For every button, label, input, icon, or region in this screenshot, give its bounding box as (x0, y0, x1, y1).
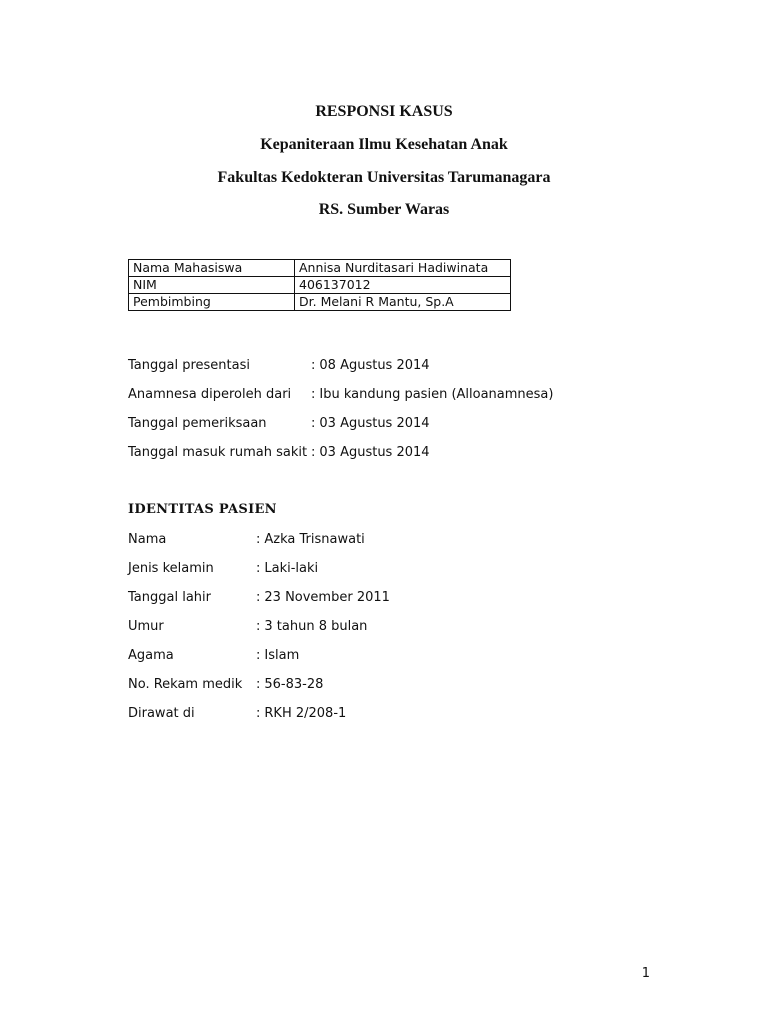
colon: : (256, 706, 261, 721)
colon: : (311, 416, 316, 431)
student-name-label: Nama Mahasiswa (129, 260, 295, 277)
ward-row (128, 705, 347, 723)
nim-label: NIM (129, 277, 295, 294)
field-value-wrap (311, 386, 553, 404)
page-number: 1 (641, 966, 650, 981)
field-value: Azka Trisnawati (264, 532, 365, 547)
gender-row (128, 560, 319, 578)
field-label: Tanggal pemeriksaan (128, 416, 267, 431)
field-value: 03 Agustus 2014 (319, 416, 430, 431)
field-value-wrap (256, 531, 365, 549)
colon: : (256, 648, 261, 663)
field-label: Anamnesa diperoleh dari (128, 387, 292, 402)
faculty-title: Fakultas Kedokteran Universitas Tarumanagara (217, 169, 551, 186)
nim-value: 406137012 (295, 277, 511, 294)
colon: : (256, 561, 261, 576)
patient-identity-heading: IDENTITAS PASIEN (128, 502, 277, 517)
presentation-date-row (128, 357, 430, 375)
religion-row (128, 647, 300, 665)
field-label: Tanggal lahir (128, 590, 211, 605)
table-row (129, 260, 511, 277)
field-label: Agama (128, 648, 174, 663)
student-info-table (128, 259, 511, 311)
student-name-value: Annisa Nurditasari Hadiwinata (295, 260, 511, 277)
table-row (129, 277, 511, 294)
field-value: 3 tahun 8 bulan (264, 619, 368, 634)
anamnesis-source-row (128, 386, 554, 404)
field-value: 56-83-28 (264, 677, 324, 692)
field-value: 03 Agustus 2014 (319, 445, 430, 460)
field-value-wrap (311, 415, 430, 433)
field-value: RKH 2/208-1 (264, 706, 347, 721)
birth-date-row (128, 589, 390, 607)
field-value: Ibu kandung pasien (Alloanamnesa) (319, 387, 554, 402)
field-label: Jenis kelamin (128, 561, 214, 576)
field-value-wrap (256, 705, 346, 723)
colon: : (256, 677, 261, 692)
field-value: Islam (264, 648, 300, 663)
field-value-wrap (256, 618, 367, 636)
colon: : (311, 358, 316, 373)
document-title: RESPONSI KASUS (315, 103, 453, 120)
field-label: No. Rekam medik (128, 677, 243, 692)
patient-name-row (128, 531, 365, 549)
medical-record-row (128, 676, 324, 694)
age-row (128, 618, 368, 636)
field-label: Dirawat di (128, 706, 195, 721)
field-value-wrap (256, 560, 318, 578)
colon: : (256, 619, 261, 634)
colon: : (311, 445, 316, 460)
admission-date-row (128, 444, 430, 462)
field-value-wrap (311, 357, 430, 375)
table-row (129, 294, 511, 311)
field-value-wrap (256, 676, 323, 694)
colon: : (311, 387, 316, 402)
supervisor-label: Pembimbing (129, 294, 295, 311)
field-label: Tanggal presentasi (128, 358, 250, 373)
field-value: 23 November 2011 (264, 590, 390, 605)
department-title: Kepaniteraan Ilmu Kesehatan Anak (260, 136, 508, 153)
field-label: Nama (128, 532, 167, 547)
supervisor-value: Dr. Melani R Mantu, Sp.A (295, 294, 511, 311)
colon: : (256, 590, 261, 605)
hospital-title: RS. Sumber Waras (318, 201, 450, 218)
field-value-wrap (256, 647, 299, 665)
field-label: Umur (128, 619, 164, 634)
field-value-wrap (256, 589, 390, 607)
field-value-wrap (311, 444, 430, 462)
field-label: Tanggal masuk rumah sakit (128, 445, 308, 460)
colon: : (256, 532, 261, 547)
examination-date-row (128, 415, 430, 433)
field-value: 08 Agustus 2014 (319, 358, 430, 373)
field-value: Laki-laki (264, 561, 319, 576)
